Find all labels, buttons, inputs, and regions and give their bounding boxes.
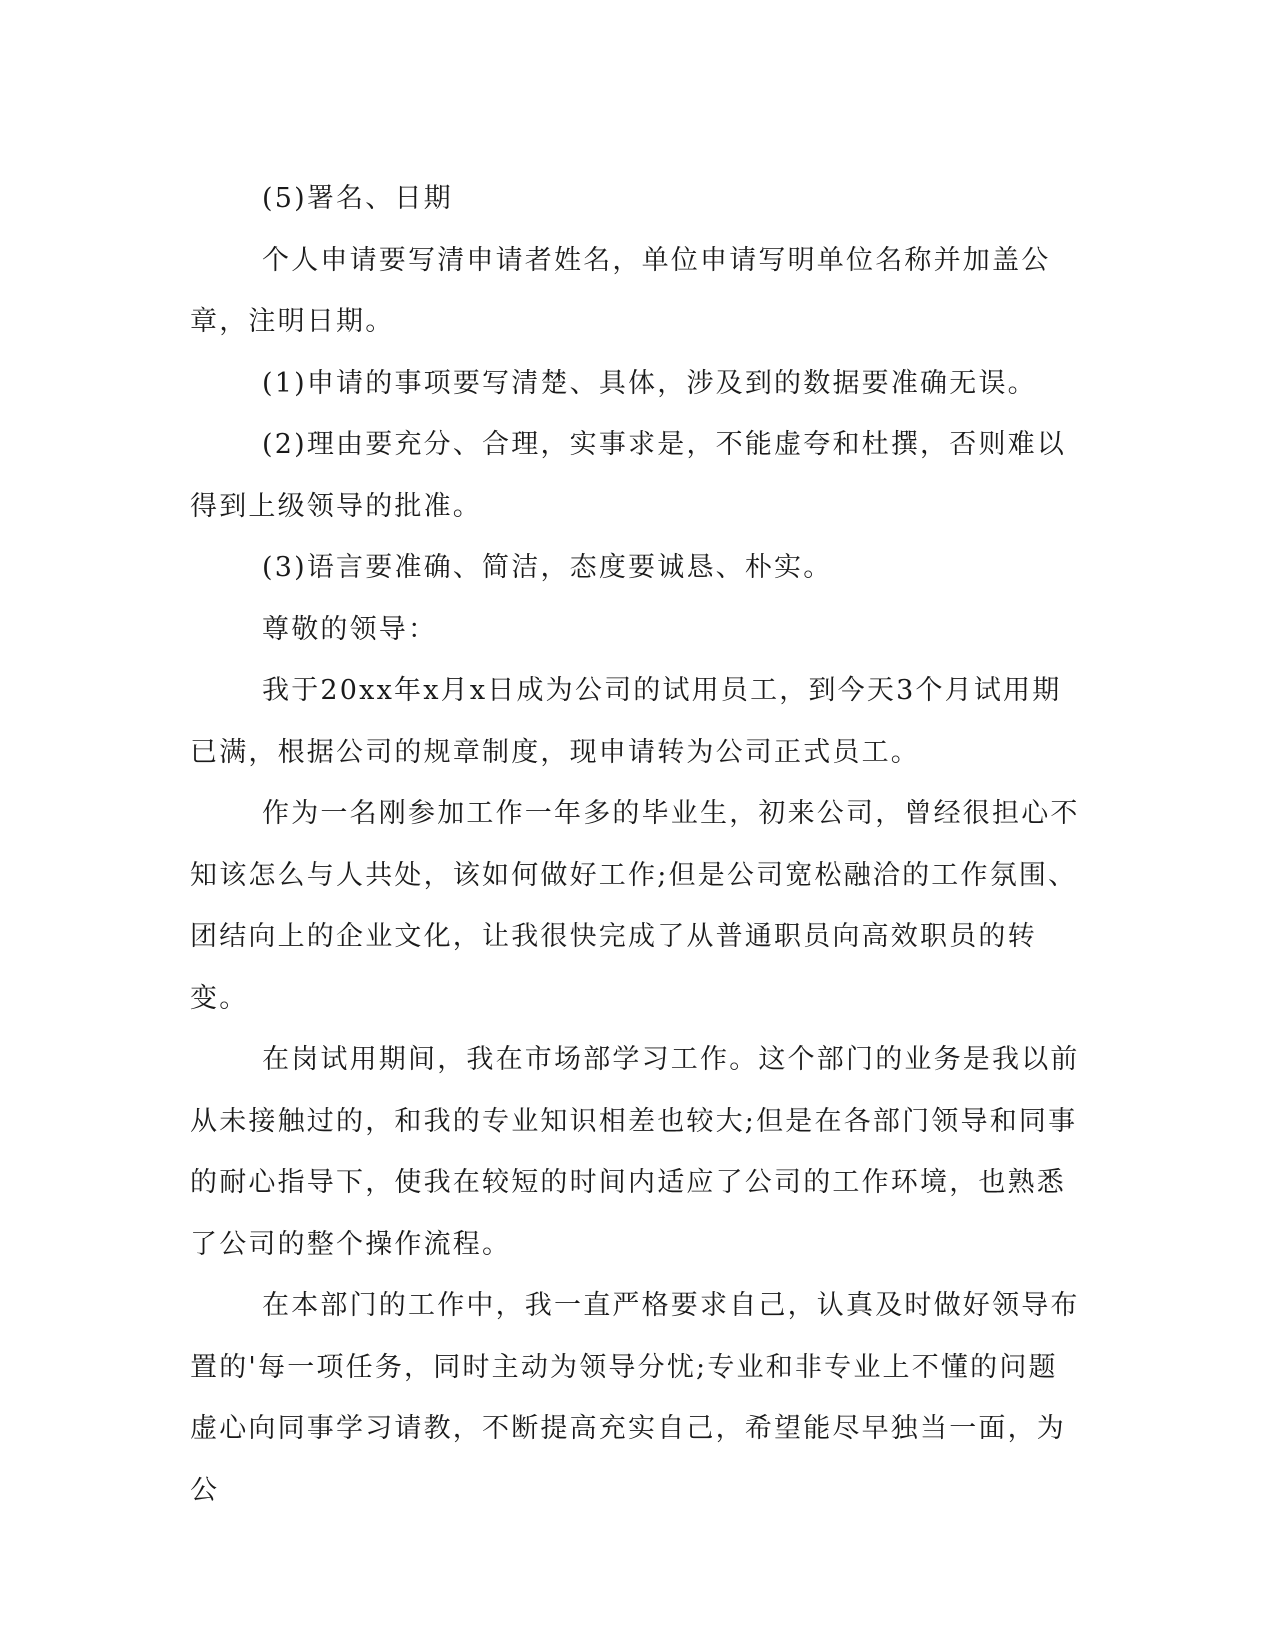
paragraph-rule-2: (2)理由要充分、合理，实事求是，不能虚夸和杜撰，否则难以得到上级领导的批准。 bbox=[190, 429, 1067, 522]
paragraph-letter-background: 作为一名刚参加工作一年多的毕业生，初来公司，曾经很担心不知该怎么与人共处，该如何做好工作;但是公司宽松融洽的工作氛围、团结向上的企业文化，让我很快完成了从普通职员向高效职员的转变。 bbox=[190, 798, 1080, 1014]
paragraph-rule-1: (1)申请的事项要写清楚、具体，涉及到的数据要准确无误。 bbox=[262, 367, 1037, 399]
paragraph-salutation: 尊敬的领导： bbox=[262, 613, 438, 645]
paragraph-letter-intro: 我于20xx年x月x日成为公司的试用员工，到今天3个月试用期已满，根据公司的规章制度，现申请转为公司正式员工。 bbox=[190, 675, 1062, 768]
paragraph-signature-date: (5)署名、日期 bbox=[262, 183, 453, 214]
paragraph-signature-instructions: 个人申请要写清申请者姓名，单位申请写明单位名称并加盖公章，注明日期。 bbox=[190, 244, 1051, 337]
paragraph-letter-probation: 在岗试用期间，我在市场部学习工作。这个部门的业务是我以前从未接触过的，和我的专业知识相差也较大;但是在各部门领导和同事的耐心指导下，使我在较短的时间内适应了公司的工作环境，也熟悉了公司的整个操作流程。 bbox=[190, 1044, 1080, 1260]
document-body bbox=[190, 168, 1080, 1521]
paragraph-letter-work: 在本部门的工作中，我一直严格要求自己，认真及时做好领导布置的'每一项任务，同时主动为领导分忧;专业和非专业上不懂的问题虚心向同事学习请教，不断提高充实自己，希望能尽早独当一面，为公 bbox=[190, 1290, 1080, 1506]
paragraph-rule-3: (3)语言要准确、简洁，态度要诚恳、朴实。 bbox=[262, 552, 833, 583]
